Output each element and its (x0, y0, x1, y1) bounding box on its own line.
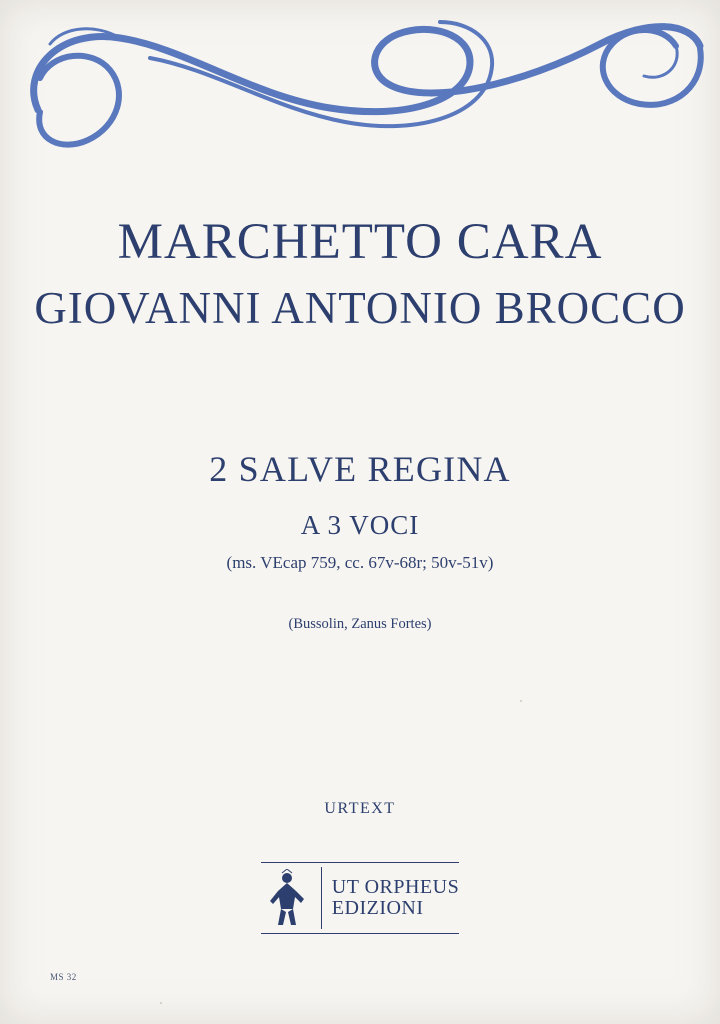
page-title: 2 SALVE REGINA (209, 449, 511, 489)
logo-box (261, 862, 459, 934)
harlequin-figure-icon (261, 867, 322, 929)
editors-note: (Bussolin, Zanus Fortes) (288, 616, 432, 632)
paper-speck (520, 700, 522, 702)
composer-block (0, 212, 720, 335)
publisher-name-line2: EDIZIONI (331, 897, 424, 919)
composer-name-2: GIOVANNI ANTONIO BROCCO (34, 283, 686, 334)
publisher-name-line1: UT ORPHEUS (331, 876, 460, 898)
source-note: (ms. VEcap 759, cc. 67v-68r; 50v-51v) (226, 553, 494, 572)
edition-note: URTEXT (324, 800, 396, 817)
title-block (0, 448, 720, 633)
publisher-logo (0, 862, 720, 934)
publisher-name (332, 877, 459, 919)
calligraphic-flourish-icon (0, 0, 720, 200)
plate-number: MS 32 (50, 972, 77, 982)
paper-speck (160, 1002, 162, 1004)
scoring-label: A 3 VOCI (300, 510, 420, 540)
composer-name-1: MARCHETTO CARA (117, 214, 603, 270)
